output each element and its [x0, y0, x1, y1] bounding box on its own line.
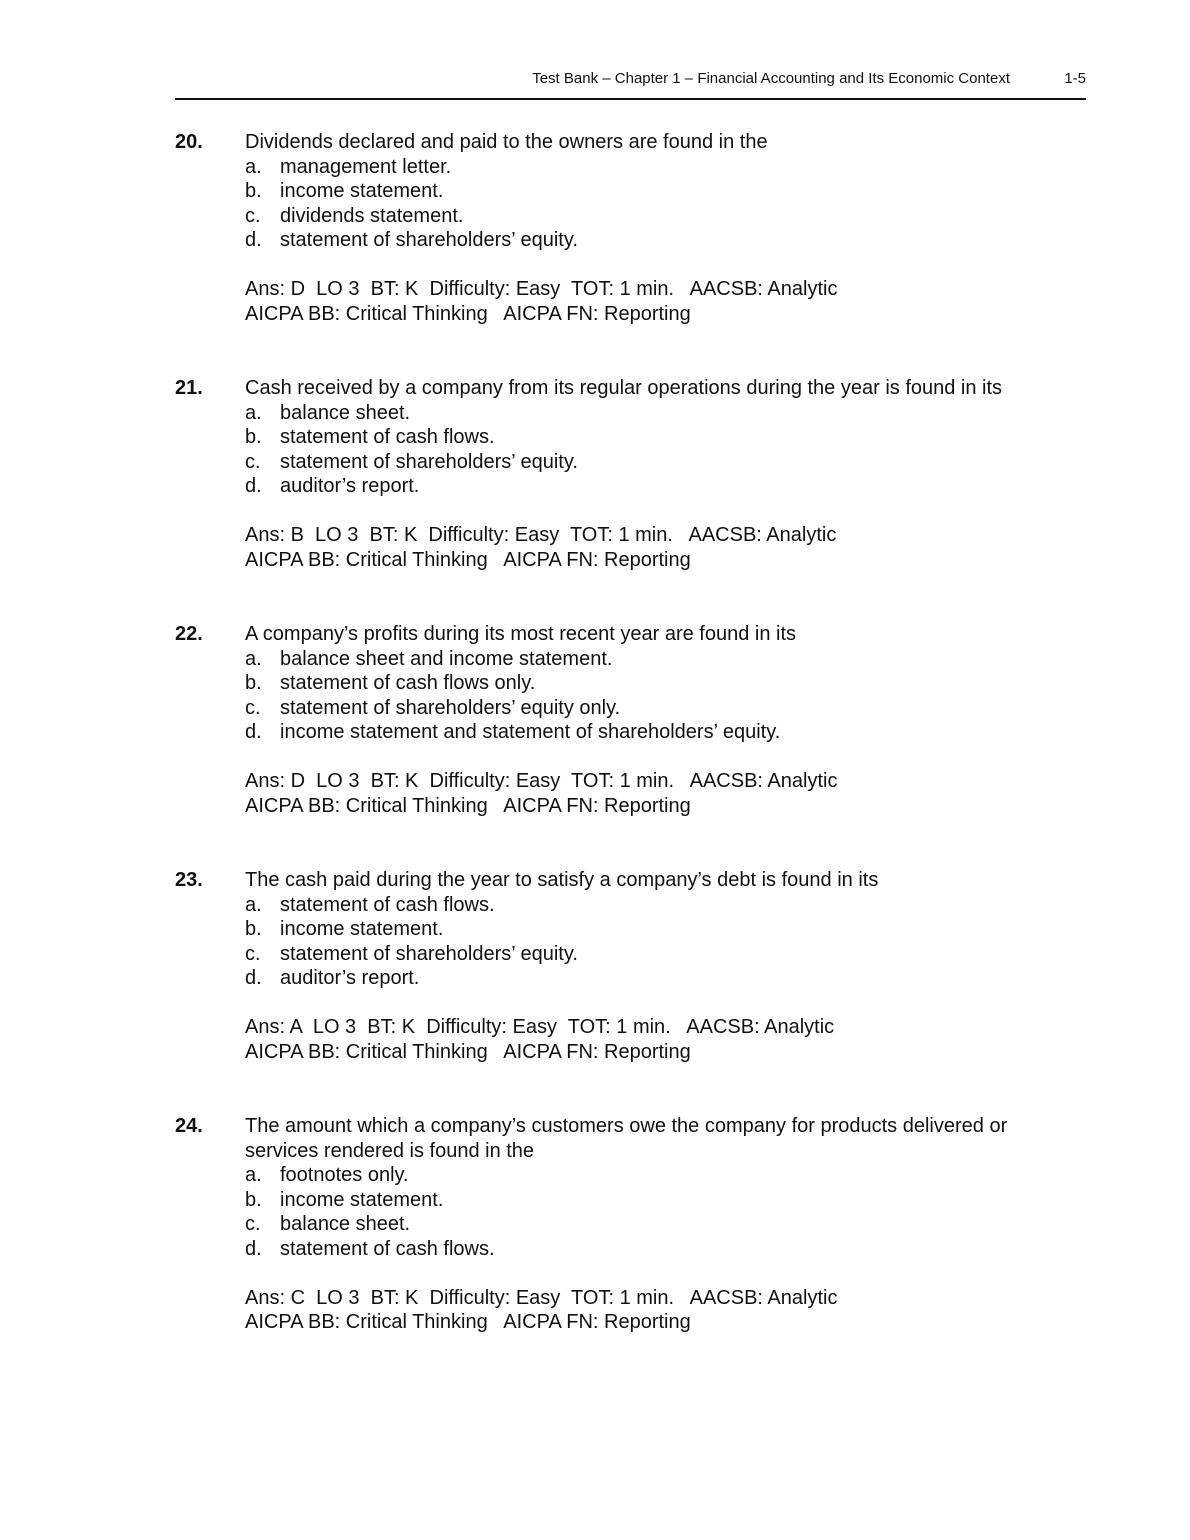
aicpa-line: AICPA BB: Critical Thinking AICPA FN: Reporting: [245, 794, 691, 817]
aicpa-line: AICPA BB: Critical Thinking AICPA FN: Reporting: [245, 1040, 691, 1063]
option-text: statement of cash flows.: [280, 1237, 495, 1260]
page-number: 1-5: [1064, 70, 1086, 87]
option-letter: b.: [245, 1188, 262, 1211]
answer-line: Ans: D LO 3 BT: K Difficulty: Easy TOT: 1 min. AACSB: Analytic: [245, 278, 838, 300]
option-letter: b.: [245, 180, 262, 202]
option-letter: c.: [245, 696, 261, 719]
option-c: [245, 942, 1086, 967]
option-letter: a.: [245, 893, 262, 916]
answer-line: Ans: D LO 3 BT: K Difficulty: Easy TOT: 1 min. AACSB: Analytic: [245, 770, 838, 792]
answer-metadata: [245, 1015, 1086, 1064]
option-b: [245, 671, 1086, 696]
option-letter: a.: [245, 1164, 262, 1186]
option-text: statement of shareholders’ equity.: [280, 229, 578, 251]
option-text: balance sheet.: [280, 401, 411, 424]
option-list: [245, 647, 1086, 745]
option-d: [245, 966, 1086, 991]
question-stem: A company’s profits during its most recent year are found in its: [245, 623, 797, 645]
option-letter: d.: [245, 475, 262, 497]
question-22: [175, 622, 1086, 818]
option-letter: c.: [245, 450, 261, 473]
option-b: [245, 1188, 1086, 1213]
question-23: [175, 868, 1086, 1064]
option-c: [245, 1212, 1086, 1237]
answer-metadata: [245, 769, 1086, 818]
option-text: income statement and statement of shareholders’ equity.: [280, 721, 781, 743]
option-letter: a.: [245, 155, 262, 178]
option-b: [245, 179, 1086, 204]
option-a: [245, 1163, 1086, 1188]
option-d: [245, 474, 1086, 499]
option-letter: c.: [245, 942, 261, 965]
option-b: [245, 425, 1086, 450]
option-letter: a.: [245, 401, 262, 424]
option-d: [245, 1237, 1086, 1262]
aicpa-line: AICPA BB: Critical Thinking AICPA FN: Reporting: [245, 1311, 691, 1333]
option-b: [245, 917, 1086, 942]
option-text: auditor’s report.: [280, 967, 420, 989]
question-number: 21.: [175, 377, 203, 399]
question-21: [175, 376, 1086, 572]
option-text: income statement.: [280, 180, 444, 202]
option-a: [245, 647, 1086, 672]
option-letter: a.: [245, 647, 262, 670]
option-letter: d.: [245, 721, 262, 743]
question-24: [175, 1114, 1086, 1335]
option-letter: c.: [245, 204, 261, 227]
answer-line: Ans: C LO 3 BT: K Difficulty: Easy TOT: 1 min. AACSB: Analytic: [245, 1286, 838, 1309]
option-text: income statement.: [280, 1188, 444, 1211]
option-c: [245, 696, 1086, 721]
option-letter: d.: [245, 1237, 262, 1260]
option-text: statement of cash flows.: [280, 426, 495, 448]
question-stem: The cash paid during the year to satisfy a company’s debt is found in its: [245, 869, 879, 891]
option-list: [245, 1163, 1086, 1261]
answer-metadata: [245, 1286, 1086, 1335]
question-number: 24.: [175, 1115, 203, 1137]
option-letter: c.: [245, 1213, 261, 1235]
question-number: 23.: [175, 869, 203, 891]
option-text: statement of shareholders’ equity.: [280, 450, 578, 473]
option-list: [245, 893, 1086, 991]
option-text: balance sheet and income statement.: [280, 647, 613, 670]
answer-metadata: [245, 277, 1086, 326]
option-a: [245, 155, 1086, 180]
question-stem: The amount which a company’s customers owe the company for products delivered or services rendered is found in the: [245, 1115, 1008, 1162]
header-title: Test Bank – Chapter 1 – Financial Accounting and Its Economic Context: [532, 70, 1010, 87]
answer-line: Ans: B LO 3 BT: K Difficulty: Easy TOT: 1 min. AACSB: Analytic: [245, 524, 837, 546]
option-c: [245, 450, 1086, 475]
option-letter: b.: [245, 918, 262, 940]
option-letter: b.: [245, 426, 262, 448]
page-header: [175, 68, 1086, 100]
option-d: [245, 228, 1086, 253]
option-letter: b.: [245, 672, 262, 694]
question-20: [175, 130, 1086, 326]
question-number: 22.: [175, 623, 203, 645]
option-a: [245, 893, 1086, 918]
option-text: auditor’s report.: [280, 475, 420, 497]
option-text: footnotes only.: [280, 1164, 409, 1186]
option-text: statement of shareholders’ equity.: [280, 942, 578, 965]
answer-metadata: [245, 523, 1086, 572]
question-stem: Dividends declared and paid to the owners are found in the: [245, 131, 768, 153]
option-text: balance sheet.: [280, 1213, 411, 1235]
option-text: dividends statement.: [280, 204, 464, 227]
option-letter: d.: [245, 229, 262, 251]
option-text: statement of cash flows only.: [280, 672, 536, 694]
aicpa-line: AICPA BB: Critical Thinking AICPA FN: Reporting: [245, 302, 691, 325]
option-a: [245, 401, 1086, 426]
option-c: [245, 204, 1086, 229]
option-d: [245, 720, 1086, 745]
option-text: statement of cash flows.: [280, 893, 495, 916]
aicpa-line: AICPA BB: Critical Thinking AICPA FN: Reporting: [245, 548, 691, 571]
option-text: income statement.: [280, 918, 444, 940]
answer-line: Ans: A LO 3 BT: K Difficulty: Easy TOT: 1 min. AACSB: Analytic: [245, 1016, 835, 1038]
option-list: [245, 155, 1086, 253]
question-stem: Cash received by a company from its regular operations during the year is found in its: [245, 377, 1003, 399]
option-text: statement of shareholders’ equity only.: [280, 696, 621, 719]
option-text: management letter.: [280, 155, 452, 178]
question-number: 20.: [175, 131, 203, 153]
option-letter: d.: [245, 967, 262, 989]
option-list: [245, 401, 1086, 499]
